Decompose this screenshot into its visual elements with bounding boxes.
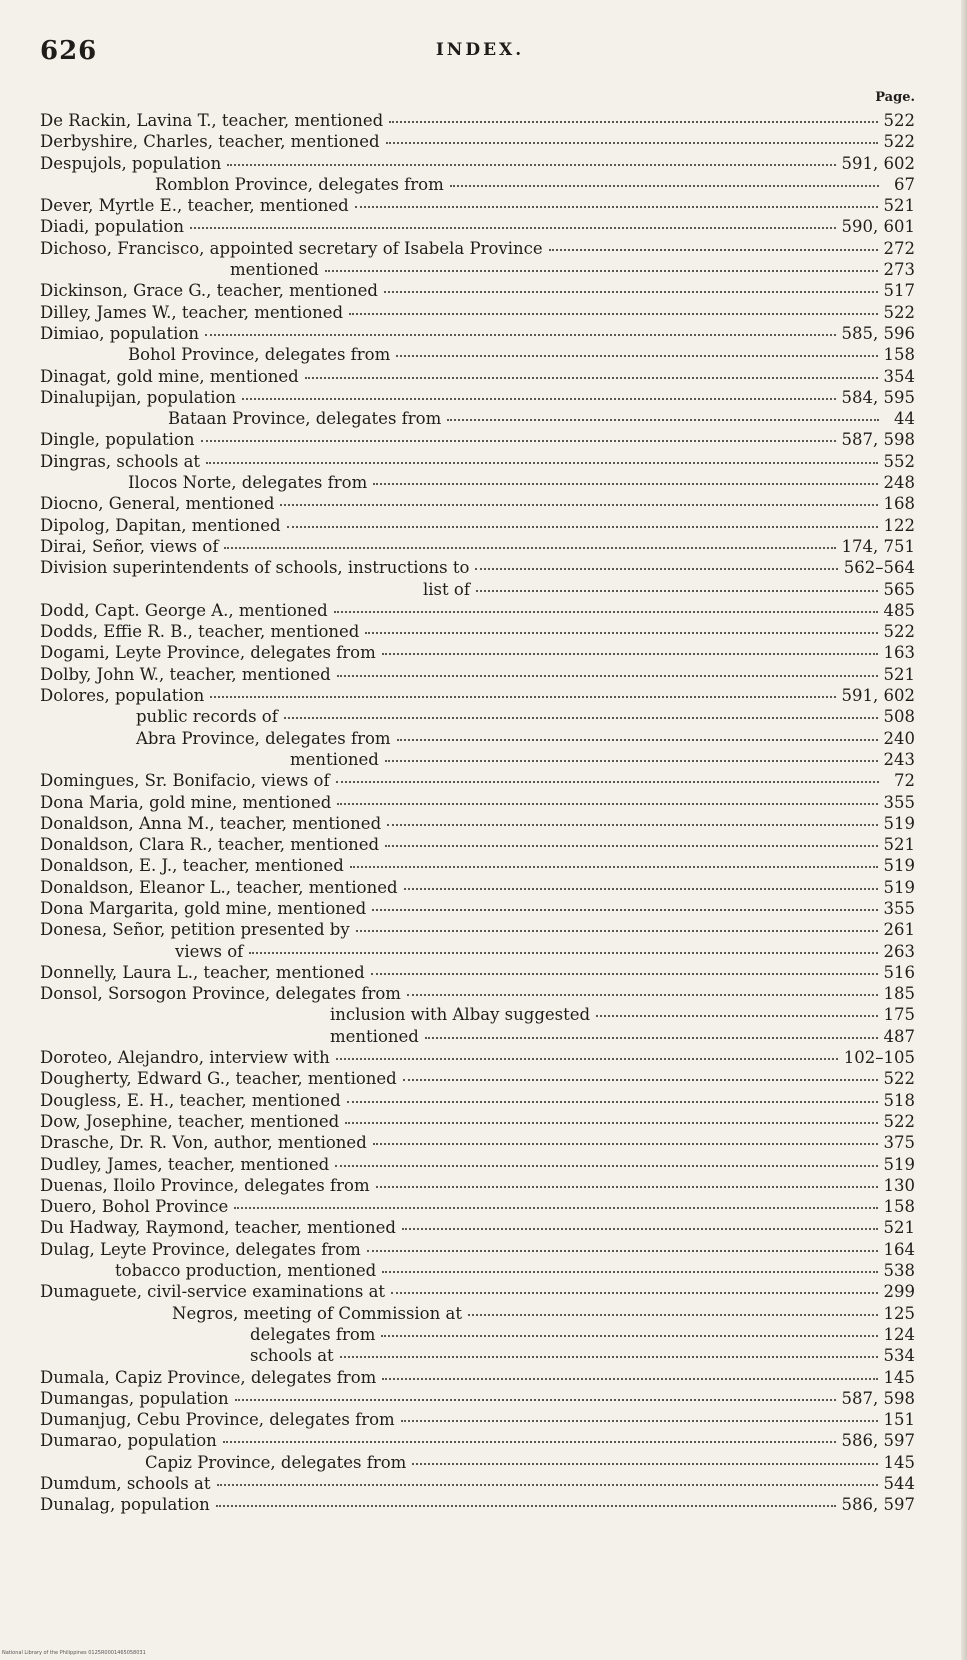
entry-page: 522 [883,1069,915,1089]
dot-leader [345,1122,877,1124]
entry-page: 519 [883,813,915,833]
index-entry [40,472,915,493]
entry-text: Donsol, Sorsogon Province, delegates from [40,984,401,1004]
entry-text: Donaldson, Clara R., teacher, mentioned [40,835,380,855]
entry-text: Diadi, population [40,217,184,237]
entry-page: 261 [883,920,915,940]
dot-leader [227,164,835,166]
entry-text: Dolby, John W., teacher, mentioned [40,664,331,684]
page-column-label: Page. [875,90,915,105]
index-entry [40,792,915,813]
dot-leader [337,803,877,805]
dot-leader [373,483,877,485]
dot-leader [223,1441,836,1443]
entry-page: 518 [883,1090,915,1110]
index-entry [40,536,915,557]
dot-leader [280,504,877,506]
index-entry [40,1132,915,1153]
entry-text: Dumdum, schools at [40,1474,211,1493]
entry-page: 585, 596 [841,323,915,343]
entry-page: 521 [883,1218,915,1238]
index-entry [40,642,915,663]
entry-page: 522 [883,622,915,642]
dot-leader [407,994,878,996]
dot-leader [372,909,877,911]
index-entry [40,1196,915,1217]
running-title: INDEX. [435,40,525,60]
index-entry [40,557,915,578]
entry-page: 44 [894,409,915,429]
entry-page: 508 [883,707,915,727]
entry-text: tobacco production, mentioned [115,1261,377,1281]
entry-page: 355 [883,898,915,918]
dot-leader [190,227,836,229]
dot-leader [340,1356,878,1358]
index-entry [40,344,915,365]
entry-text: schools at [250,1346,334,1366]
dot-leader [391,1292,877,1294]
index-entry [40,706,915,727]
index-entry [40,387,915,408]
entry-page: 354 [883,366,915,386]
entry-page: 125 [883,1303,915,1323]
entry-page: 521 [883,664,915,684]
entry-page: 487 [883,1026,915,1046]
index-entry [40,579,915,600]
entry-page: 590, 601 [841,217,915,237]
dot-leader [450,185,879,187]
entry-page: 485 [883,600,915,620]
index-entry [40,1281,915,1302]
index-entry [40,855,915,876]
entry-page: 522 [883,111,915,130]
entry-page: 272 [883,238,915,258]
entry-page: 544 [883,1474,915,1493]
dot-leader [475,568,837,570]
entry-text: Du Hadway, Raymond, teacher, mentioned [40,1218,396,1238]
index-entry [40,131,915,152]
dot-leader [347,1101,878,1103]
dot-leader [371,973,878,975]
entry-page: 591, 602 [841,686,915,706]
dot-leader [476,590,878,592]
index-entry [40,216,915,237]
dot-leader [384,291,878,293]
entry-text: Dimiao, population [40,323,199,343]
index-entry [40,813,915,834]
entry-text: Domingues, Sr. Bonifacio, views of [40,771,330,791]
dot-leader [287,526,878,528]
index-entry [40,1473,915,1494]
dot-leader [381,1335,877,1337]
entry-text: Despujols, population [40,153,222,173]
dot-leader [549,249,878,251]
entry-text: Bataan Province, delegates from [168,409,442,429]
entry-text: views of [175,941,244,961]
index-entry [40,323,915,344]
entry-text: list of [423,579,470,599]
entry-page: 163 [883,643,915,663]
entry-text: Dumarao, population [40,1431,217,1451]
dot-leader [365,632,877,634]
index-entry [40,685,915,706]
entry-text: Dow, Josephine, teacher, mentioned [40,1111,340,1131]
entry-page: 273 [883,260,915,280]
dot-leader [217,1484,878,1486]
entry-page: 586, 597 [841,1431,915,1451]
entry-page: 248 [883,473,915,493]
index-entry [40,1239,915,1260]
dot-leader [216,1505,836,1507]
entry-page: 299 [883,1282,915,1302]
index-entry [40,877,915,898]
entry-text: Dipolog, Dapitan, mentioned [40,515,281,535]
entry-page: 587, 598 [841,1388,915,1408]
index-entry [40,1217,915,1238]
index-entry [40,1090,915,1111]
index-entry [40,664,915,685]
entry-page: 565 [883,579,915,599]
index-entry [40,366,915,387]
entry-text: Division superintendents of schools, instructions to [40,558,470,578]
index-entry [40,1324,915,1345]
index-entry [40,110,915,131]
entry-page: 67 [894,174,915,194]
entry-page: 174, 751 [841,536,915,556]
index-entry [40,1494,915,1515]
entry-page: 534 [883,1346,915,1366]
entry-text: delegates from [250,1324,376,1344]
index-entry [40,1260,915,1281]
entry-text: Ilocos Norte, delegates from [128,473,368,493]
dot-leader [387,824,877,826]
dot-leader [336,781,879,783]
entry-page: 522 [883,302,915,322]
entry-text: Dumaguete, civil-service examinations at [40,1282,386,1302]
dot-leader [396,355,877,357]
dot-leader [389,121,877,123]
entry-page: 72 [894,771,915,791]
entry-page: 522 [883,1111,915,1131]
index-entry [40,153,915,174]
entry-page: 519 [883,856,915,876]
dot-leader [235,1399,836,1401]
entry-text: Dingras, schools at [40,451,201,471]
entry-page: 122 [883,515,915,535]
dot-leader [402,1228,878,1230]
dot-leader [334,611,878,613]
index-entry [40,493,915,514]
dot-leader [336,1058,838,1060]
entry-page: 145 [883,1452,915,1472]
dot-leader [305,377,878,379]
index-entry [40,259,915,280]
index-entry [40,451,915,472]
index-entry [40,195,915,216]
entry-text: Dumala, Capiz Province, delegates from [40,1367,377,1387]
entry-page: 516 [883,962,915,982]
entry-page: 130 [883,1175,915,1195]
index-entry [40,1068,915,1089]
entry-text: Donnelly, Laura L., teacher, mentioned [40,962,365,982]
index-entry [40,1175,915,1196]
entry-text: Dunalag, population [40,1495,210,1515]
entry-text: Dougless, E. H., teacher, mentioned [40,1090,341,1110]
dot-leader [210,696,835,698]
entry-page: 521 [883,835,915,855]
dot-leader [249,952,877,954]
entry-page: 538 [883,1261,915,1281]
entry-text: Derbyshire, Charles, teacher, mentioned [40,132,380,152]
dot-leader [335,1165,877,1167]
entry-page: 586, 597 [841,1495,915,1515]
index-entry [40,408,915,429]
dot-leader [385,760,878,762]
entry-text: mentioned [290,749,379,769]
dot-leader [337,675,878,677]
dot-leader [382,653,878,655]
entry-text: Dolores, population [40,686,205,706]
entry-page: 168 [883,494,915,514]
dot-leader [242,398,835,400]
entry-page: 243 [883,749,915,769]
entry-page: 562–564 [843,558,915,578]
index-entry [40,174,915,195]
index-entry [40,834,915,855]
page-edge [961,0,967,1660]
index-entry [40,515,915,536]
entry-text: Negros, meeting of Commission at [172,1303,462,1323]
index-entry [40,600,915,621]
dot-leader [350,866,878,868]
entry-text: mentioned [330,1026,419,1046]
entry-text: Donesa, Señor, petition presented by [40,920,350,940]
entry-page: 124 [883,1324,915,1344]
dot-leader [447,419,879,421]
entry-page: 158 [883,345,915,365]
dot-leader [412,1463,877,1465]
entry-text: mentioned [230,260,319,280]
index-entry [40,1004,915,1025]
entry-text: Dinagat, gold mine, mentioned [40,366,299,386]
dot-leader [425,1037,878,1039]
dot-leader [325,270,878,272]
index-entry [40,621,915,642]
dot-leader [397,739,878,741]
index-entry [40,749,915,770]
entry-text: Capiz Province, delegates from [145,1452,407,1472]
entry-page: 375 [883,1133,915,1153]
dot-leader [385,845,877,847]
index-entry [40,983,915,1004]
index-entry [40,302,915,323]
entry-page: 591, 602 [841,153,915,173]
entry-text: public records of [136,707,278,727]
entry-page: 151 [883,1410,915,1430]
entry-text: Dirai, Señor, views of [40,536,219,556]
entry-text: Drasche, Dr. R. Von, author, mentioned [40,1133,367,1153]
entry-text: Dodds, Effie R. B., teacher, mentioned [40,622,360,642]
entry-text: Duenas, Iloilo Province, delegates from [40,1175,370,1195]
entry-text: Dona Maria, gold mine, mentioned [40,792,332,812]
dot-leader [206,462,877,464]
entry-page: 145 [883,1367,915,1387]
entry-text: Abra Province, delegates from [136,728,391,748]
index-entry [40,1409,915,1430]
dot-leader [596,1015,877,1017]
index-entry [40,280,915,301]
entry-text: Dingle, population [40,430,195,450]
page-number: 626 [40,36,98,66]
entry-page: 519 [883,1154,915,1174]
entry-text: Dulag, Leyte Province, delegates from [40,1239,361,1259]
entry-text: Dichoso, Francisco, appointed secretary of Isabela Province [40,238,543,258]
dot-leader [401,1420,878,1422]
dot-leader [284,717,878,719]
dot-leader [367,1250,878,1252]
entry-text: Romblon Province, delegates from [155,174,444,194]
index-entry [40,962,915,983]
dot-leader [386,142,878,144]
dot-leader [224,547,835,549]
entry-page: 355 [883,792,915,812]
entry-text: Dinalupijan, population [40,387,237,407]
entry-text: Dever, Myrtle E., teacher, mentioned [40,196,349,216]
entry-page: 263 [883,941,915,961]
dot-leader [468,1314,878,1316]
dot-leader [373,1143,878,1145]
entry-text: Dona Margarita, gold mine, mentioned [40,898,367,918]
dot-leader [404,888,878,890]
index-entry [40,429,915,450]
dot-leader [201,440,836,442]
index-entry [40,1303,915,1324]
entry-page: 587, 598 [841,430,915,450]
entry-text: Diocno, General, mentioned [40,494,275,514]
entry-page: 240 [883,728,915,748]
entry-page: 102–105 [843,1048,915,1068]
entry-page: 522 [883,132,915,152]
index-entry [40,238,915,259]
entry-text: Dudley, James, teacher, mentioned [40,1154,330,1174]
index-entry [40,919,915,940]
index-entry [40,1111,915,1132]
index-entry [40,728,915,749]
index-list [40,110,915,1516]
index-entry [40,898,915,919]
entry-text: De Rackin, Lavina T., teacher, mentioned [40,111,384,130]
entry-text: Dodd, Capt. George A., mentioned [40,600,328,620]
dot-leader [382,1271,877,1273]
entry-text: Donaldson, E. J., teacher, mentioned [40,856,344,876]
entry-page: 552 [883,451,915,471]
index-entry [40,1430,915,1451]
entry-text: inclusion with Albay suggested [330,1005,591,1025]
entry-text: Dickinson, Grace G., teacher, mentioned [40,281,378,301]
dot-leader [234,1207,877,1209]
dot-leader [376,1186,878,1188]
index-entry [40,770,915,791]
index-entry [40,1026,915,1047]
dot-leader [205,334,836,336]
index-entry [40,1388,915,1409]
index-entry [40,1367,915,1388]
entry-page: 158 [883,1197,915,1217]
entry-text: Dumangas, population [40,1388,229,1408]
index-entry [40,1345,915,1366]
entry-page: 517 [883,281,915,301]
entry-text: Donaldson, Anna M., teacher, mentioned [40,813,382,833]
entry-text: Dumanjug, Cebu Province, delegates from [40,1410,395,1430]
entry-page: 519 [883,877,915,897]
entry-page: 584, 595 [841,387,915,407]
dot-leader [349,313,877,315]
entry-text: Donaldson, Eleanor L., teacher, mentioned [40,877,398,897]
entry-text: Dilley, James W., teacher, mentioned [40,302,344,322]
library-footer: National Library of the Philippines 0125R0001465058031 [2,1650,146,1656]
index-entry [40,941,915,962]
entry-text: Duero, Bohol Province [40,1197,229,1217]
dot-leader [356,930,878,932]
dot-leader [355,206,878,208]
entry-text: Dogami, Leyte Province, delegates from [40,643,376,663]
dot-leader [382,1378,877,1380]
entry-page: 521 [883,196,915,216]
entry-page: 175 [883,1005,915,1025]
page-header [40,36,920,76]
dot-leader [403,1079,878,1081]
entry-text: Doroteo, Alejandro, interview with [40,1048,330,1068]
entry-text: Dougherty, Edward G., teacher, mentioned [40,1069,397,1089]
index-entry [40,1154,915,1175]
entry-page: 185 [883,984,915,1004]
index-entry [40,1452,915,1473]
entry-page: 164 [883,1239,915,1259]
index-entry [40,1047,915,1068]
entry-text: Bohol Province, delegates from [128,345,391,365]
